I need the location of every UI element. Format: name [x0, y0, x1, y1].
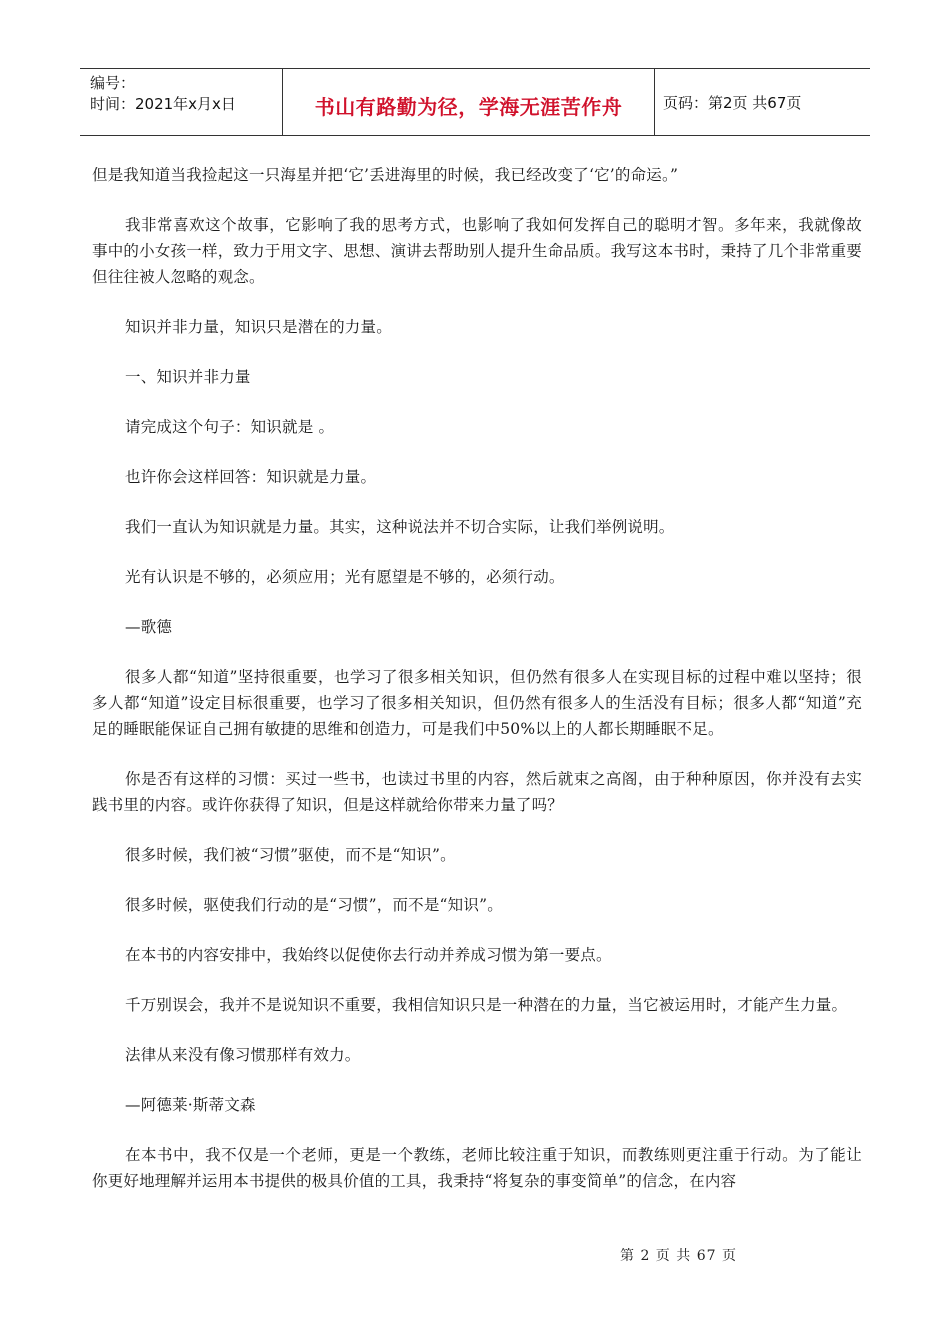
- header-page-cell: [655, 69, 870, 135]
- paragraph: 很多人都“知道”坚持很重要，也学习了很多相关知识，但仍然有很多人在实现目标的过程中难以坚持；很多人都“知道”设定目标很重要，也学习了很多相关知识，但仍然有很多人的生活没有目标；很多人都“知道”充足的睡眠能保证自己拥有敏捷的思维和创造力，可是我们中50%以上的人都长期睡眠不足。: [92, 668, 862, 738]
- section-heading: 一、知识并非力量: [125, 368, 251, 386]
- paragraph: 在本书的内容安排中，我始终以促使你去行动并养成习惯为第一要点。: [125, 946, 612, 964]
- paragraph: 但是我知道当我捡起这一只海星并把‘它’丢进海里的时候，我已经改变了‘它’的命运。”: [92, 166, 679, 184]
- paragraph: 在本书中，我不仅是一个老师，更是一个教练，老师比较注重于知识，而教练则更注重于行动。为了能让你更好地理解并运用本书提供的极具价值的工具，我秉持“将复杂的事变简单”的信念，在内容: [92, 1146, 862, 1190]
- motto-text: 书山有路勤为径，学海无涯苦作舟: [314, 94, 623, 119]
- quote-attribution: —阿德莱·斯蒂文森: [125, 1096, 256, 1114]
- paragraph: 请完成这个句子：知识就是 。: [125, 418, 335, 436]
- header-motto-cell: [283, 69, 655, 135]
- paragraph: 很多时候，我们被“习惯”驱使，而不是“知识”。: [125, 846, 456, 864]
- quote-attribution: —歌德: [125, 618, 173, 636]
- number-label: 编号：: [90, 74, 136, 92]
- page-header: [80, 68, 870, 136]
- paragraph: 千万别误会，我并不是说知识不重要，我相信知识只是一种潜在的力量，当它被运用时，才能产生力量。: [125, 996, 848, 1014]
- quote: 法律从来没有像习惯那样有效力。: [125, 1046, 361, 1064]
- page-info: 页码：第2页 共67页: [663, 93, 802, 112]
- quote: 光有认识是不够的，必须应用；光有愿望是不够的，必须行动。: [125, 568, 565, 586]
- date-label: 时间：2021年x月x日: [90, 95, 236, 113]
- paragraph: 也许你会这样回答：知识就是力量。: [125, 468, 377, 486]
- paragraph: 我们一直认为知识就是力量。其实，这种说法并不切合实际，让我们举例说明。: [125, 518, 675, 536]
- paragraph: 知识并非力量，知识只是潜在的力量。: [125, 318, 392, 336]
- paragraph: 我非常喜欢这个故事，它影响了我的思考方式，也影响了我如何发挥自己的聪明才智。多年来，我就像故事中的小女孩一样，致力于用文字、思想、演讲去帮助别人提升生命品质。我写这本书时，秉持了几个非常重要但往往被人忽略的观念。: [92, 216, 862, 286]
- paragraph: 很多时候，驱使我们行动的是“习惯”，而不是“知识”。: [125, 896, 503, 914]
- page-footer: 第 2 页 共 67 页: [620, 1248, 737, 1264]
- document-body: [92, 162, 862, 1218]
- paragraph: 你是否有这样的习惯：买过一些书，也读过书里的内容，然后就束之高阁，由于种种原因，你并没有去实践书里的内容。或许你获得了知识，但是这样就给你带来力量了吗？: [92, 770, 862, 814]
- header-meta-cell: [80, 69, 283, 135]
